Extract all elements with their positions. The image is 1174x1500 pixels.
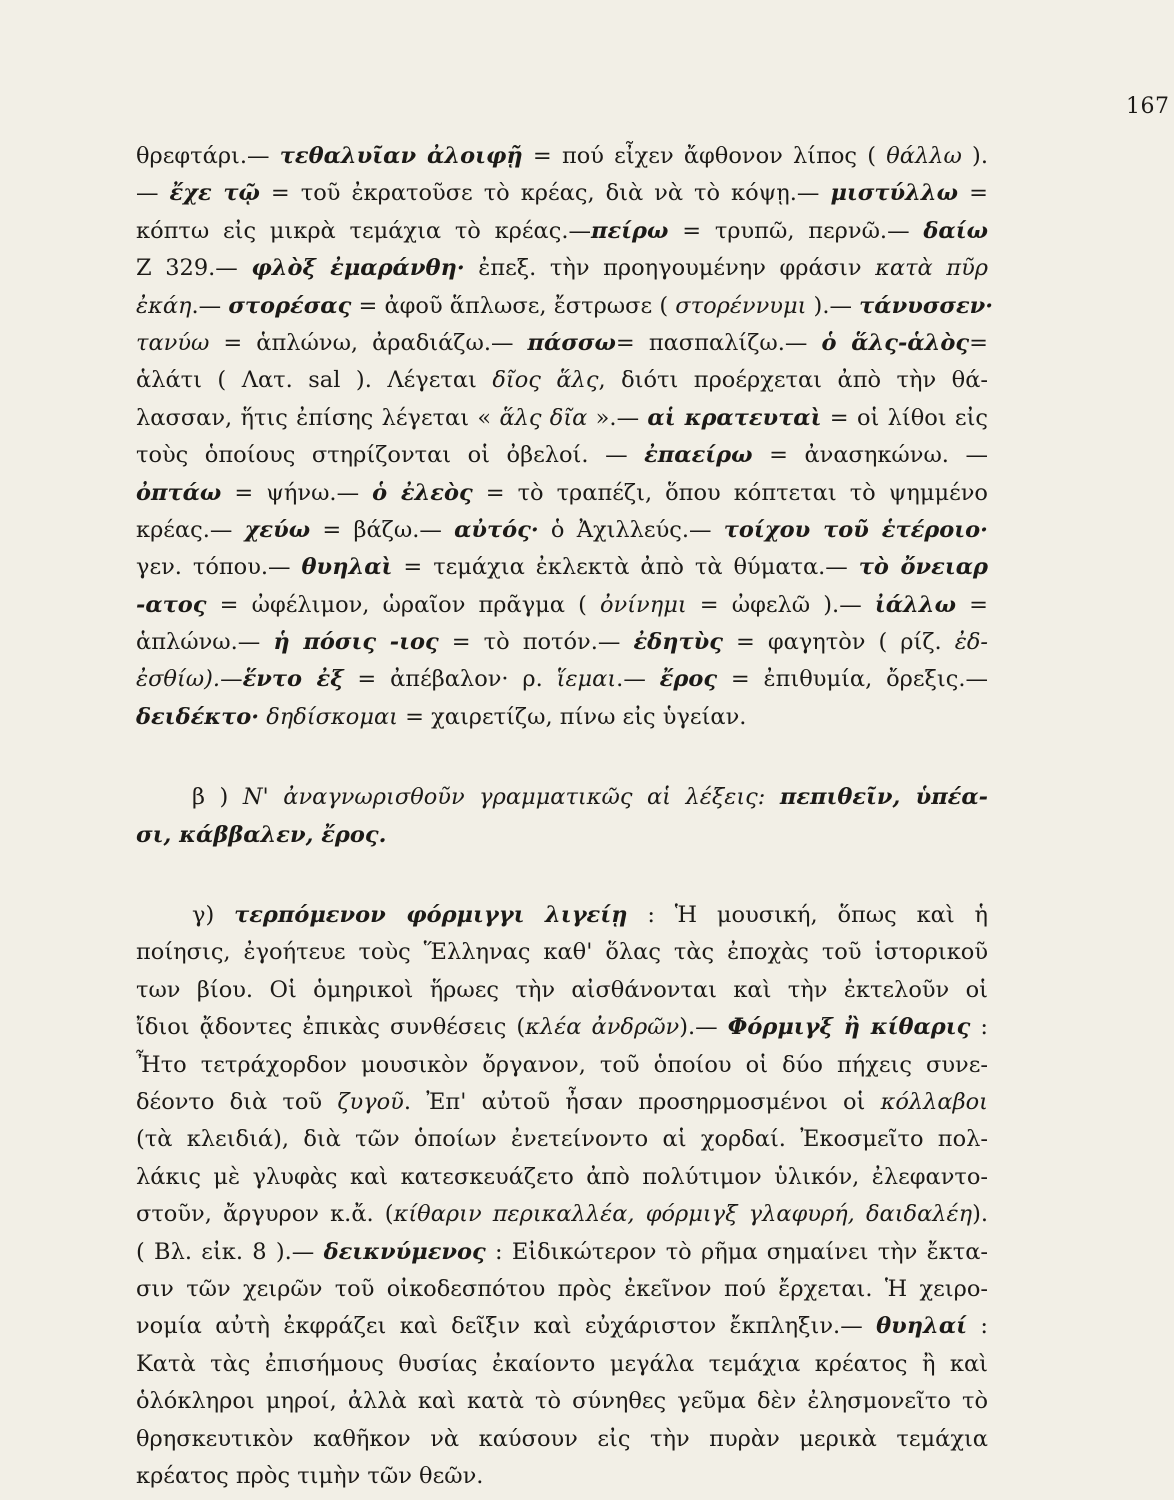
text-line <box>136 512 988 549</box>
italic-term: Ν' ἀναγνωρισθοῦν γραμματικῶς αἱ λέξεις: <box>242 784 766 811</box>
italic-term: κίθαριν περικαλλέα, φόρμιγξ γλαφυρή, δαιδαλέη <box>393 1201 973 1228</box>
text-line <box>136 400 988 437</box>
italic-term: κατὰ πῦρ <box>875 255 988 282</box>
text-run: = τρυπῶ, περνῶ.— <box>668 217 924 244</box>
text-run: = <box>956 591 988 618</box>
text-run: , διότι προέρχεται ἀπὸ τὴν θά- <box>598 367 988 394</box>
text-run: : Ἡ μουσική, ὅπως καὶ ἡ <box>627 902 988 929</box>
text-run: = φαγητὸν ( ρίζ. <box>722 629 955 656</box>
headword: χεύω <box>244 516 311 543</box>
headword: ἔρος <box>659 666 718 693</box>
paragraph-gamma <box>136 897 988 1495</box>
text-run: = ἀφοῦ ἅπλωσε, ἔστρωσε ( <box>351 292 676 319</box>
italic-term: δηδίσκομαι <box>266 703 398 730</box>
headword: στορέσας <box>228 292 352 319</box>
italic-term: ἅλς δῖα <box>499 404 588 431</box>
text-run: τοὺς ὁποίους στηρίζονται οἱ ὀβελοί. — <box>136 442 645 469</box>
text-run: θρησκευτικὸν καθῆκον νὰ καύσουν εἰς τὴν πυρὰν μερικὰ τεμάχια <box>136 1425 988 1452</box>
text-run: = <box>969 329 988 356</box>
italic-term: ἐσθίω). <box>136 666 221 693</box>
text-line <box>136 475 988 512</box>
text-line <box>136 934 988 971</box>
text-line <box>136 699 988 736</box>
paragraph-beta <box>136 779 988 854</box>
text-run: = πασπαλίζω.— <box>615 329 822 356</box>
text-run: = πού εἶχεν ἄφθονον λίπος ( <box>522 143 887 169</box>
text-run: κρέατος πρὸς τιμὴν τῶν θεῶν. <box>136 1462 484 1489</box>
text-run: θρεφτάρι.— <box>136 143 280 169</box>
text-run: .— <box>191 292 229 319</box>
text-run: ). <box>972 1201 989 1228</box>
text-run: ἁπλώνω.— <box>136 629 274 656</box>
italic-term: ζυγοῦ <box>337 1088 404 1115</box>
text-line <box>136 1458 988 1495</box>
headword: τερπόμενον φόρμιγγι λιγείῃ <box>234 902 628 929</box>
headword: ὁ ἐλεὸς <box>372 479 473 506</box>
text-run: λάκις μὲ γλυφὰς καὶ κατεσκευάζετο ἀπὸ πολύτιμον ὑλικόν, ἐλεφαντο- <box>136 1163 988 1190</box>
italic-term: ὀνίνημι <box>600 591 687 618</box>
text-line <box>136 1047 988 1084</box>
headword: ἔχε τῷ <box>169 180 260 207</box>
text-run: : <box>970 1014 989 1041</box>
headword: θυηλαί <box>876 1313 968 1340</box>
italic-term: στορέννυμι <box>675 292 807 319</box>
text-line <box>136 587 988 624</box>
text-line <box>136 175 988 212</box>
text-run: Ζ 329.— <box>136 255 252 282</box>
text-run: ( Βλ. εἰκ. 8 ).— <box>136 1238 324 1265</box>
text-line <box>136 1234 988 1271</box>
italic-term: τανύω <box>136 329 210 356</box>
text-line <box>136 624 988 661</box>
text-run: Ἦτο τετράχορδον μουσικὸν ὄργανον, τοῦ ὁποίου οἱ δύο πήχεις συνε- <box>136 1051 988 1078</box>
headword: δαίω <box>923 217 989 244</box>
text-run: = οἱ λίθοι εἰς <box>821 404 989 431</box>
text-run: ).— <box>806 292 860 319</box>
text-run: : Εἰδικώτερον τὸ ρῆμα σημαίνει τὴν ἔκτα- <box>485 1238 988 1265</box>
text-run: ὁλόκληροι μηροί, ἀλλὰ καὶ κατὰ τὸ σύνηθες γεῦμα δὲν ἐλησμονεῖτο τὸ <box>136 1388 988 1415</box>
text-line <box>136 549 988 586</box>
text-line <box>136 1383 988 1420</box>
text-run: = χαιρετίζω, πίνω εἰς ὑγείαν. <box>397 703 747 730</box>
headword: τοίχου τοῦ ἑτέροιο· <box>723 516 988 543</box>
text-line <box>136 325 988 362</box>
italic-term: θάλλω <box>886 143 962 169</box>
headword: πεπιθεῖν, ὑπέα- <box>779 784 988 811</box>
text-run: = ὠφέλιμον, ὡραῖον πρᾶγμα ( <box>206 591 601 618</box>
headword: ἕντο ἐξ <box>242 666 344 693</box>
text-run: στοῦν, ἄργυρον κ.ἄ. ( <box>136 1201 394 1228</box>
headword: τεθαλυῖαν ἀλοιφῇ <box>279 143 523 169</box>
italic-term: ἐκάη <box>136 292 192 319</box>
paragraph-vocabulary <box>136 138 994 736</box>
text-run: ἴδιοι ᾄδοντες ἐπικὰς συνθέσεις ( <box>136 1014 526 1041</box>
text-run: ».— <box>587 404 648 431</box>
text-block <box>136 138 994 1495</box>
text-run: = ὠφελῶ ).— <box>686 591 875 618</box>
text-line <box>136 362 988 399</box>
italic-term: ἵεμαι <box>556 666 617 693</box>
text-run: σιν τῶν χειρῶν τοῦ οἰκοδεσπότου πρὸς ἐκεῖνον πού ἔρχεται. Ἡ χειρο- <box>136 1275 988 1302</box>
text-run: = τὸ τραπέζι, ὅπου κόπτεται τὸ ψημμένο <box>472 479 988 506</box>
text-run: ἐπεξ. τὴν προηγουμένην φράσιν <box>464 255 876 282</box>
italic-term: ἐδ- <box>954 629 988 656</box>
text-line <box>136 437 988 474</box>
headword: ἐδητὺς <box>633 629 723 656</box>
headword: πάσσω <box>527 329 616 356</box>
text-run: = ψήνω.— <box>221 479 373 506</box>
text-line <box>136 1196 988 1233</box>
headword: -ατος <box>136 591 207 618</box>
text-run: των βίου. Οἱ ὁμηρικοὶ ἥρωες τὴν αἰσθάνονται καὶ τὴν ἐκτελοῦν οἱ <box>136 976 988 1003</box>
text-run: .— <box>616 666 660 693</box>
text-line <box>136 972 988 1009</box>
text-run: . Ἐπ' αὐτοῦ ἦσαν προσηρμοσμένοι οἱ <box>403 1088 881 1115</box>
headword: τάνυσσεν· <box>859 292 994 319</box>
text-run: = τὸ ποτόν.— <box>438 629 634 656</box>
headword: ὁ ἅλς-ἁλὸς <box>821 329 970 356</box>
text-line <box>136 817 988 854</box>
text-run: — <box>136 180 170 207</box>
text-run: γ) <box>192 902 235 929</box>
text-run: = τοῦ ἐκρατοῦσε τὸ κρέας, διὰ νὰ τὸ κόψῃ.— <box>259 180 831 207</box>
headword: ἡ πόσις -ιος <box>273 629 439 656</box>
text-run: ὁ Ἀχιλλεύς.— <box>538 516 724 543</box>
italic-term: δῖος ἅλς <box>492 367 599 394</box>
text-run <box>765 784 780 810</box>
text-line <box>136 1271 988 1308</box>
text-line <box>136 213 988 250</box>
headword: θυηλαὶ <box>301 554 393 581</box>
text-run: = ἐπιθυμία, ὄρεξις.— <box>717 666 988 693</box>
text-line <box>136 1421 988 1458</box>
headword: δεικνύμενος <box>323 1238 486 1265</box>
text-run: ).— <box>679 1014 728 1041</box>
headword: αὐτός· <box>454 516 539 543</box>
text-run: ποίησις, ἐγοήτευε τοὺς Ἕλληνας καθ' ὅλας τὰς ἐποχὰς τοῦ ἱστορικοῦ <box>136 939 988 966</box>
italic-term: κλέα ἀνδρῶν <box>525 1014 680 1041</box>
text-run: = ἁπλώνω, ἀραδιάζω.— <box>209 329 528 356</box>
text-line <box>136 138 988 175</box>
text-line <box>136 661 988 698</box>
text-line <box>136 1009 988 1046</box>
text-run: γεν. τόπου.— <box>136 554 302 581</box>
text-run: ). <box>961 143 988 169</box>
headword: ἐπαείρω <box>644 442 753 469</box>
text-run: = τεμάχια ἐκλεκτὰ ἀπὸ τὰ θύματα.— <box>392 554 859 581</box>
text-run: δέοντο διὰ τοῦ <box>136 1088 338 1115</box>
text-run: ἁλάτι ( Λατ. sal ). Λέγεται <box>136 367 493 394</box>
text-run: = ἀνασηκώνω. — <box>752 442 988 469</box>
text-line <box>136 779 988 816</box>
headword: σι, κάββαλεν, ἔρος. <box>136 821 387 848</box>
headword: μιστύλλω <box>830 180 959 207</box>
text-run: : <box>967 1313 988 1340</box>
text-line <box>136 250 988 287</box>
text-line <box>136 1159 988 1196</box>
text-run: (τὰ κλειδιά), διὰ τῶν ὁποίων ἐνετείνοντο αἱ χορδαί. Ἐκοσμεῖτο πολ- <box>136 1126 988 1153</box>
headword: πείρω <box>591 217 669 244</box>
text-run: κόπτω εἰς μικρὰ τεμάχια τὸ κρέας.— <box>136 217 592 244</box>
headword: αἱ κρατευταὶ <box>647 404 822 431</box>
headword: δειδέκτο· <box>136 703 260 730</box>
headword: τὸ ὄνειαρ <box>858 554 988 581</box>
headword: Φόρμιγξ ἢ κίθαρις <box>727 1014 971 1041</box>
text-line <box>136 897 988 934</box>
text-run: = βάζω.— <box>310 516 455 543</box>
headword: ὀπτάω <box>136 479 222 506</box>
text-run: λασσαν, ἥτις ἐπίσης λέγεται « <box>136 404 500 431</box>
text-run: β ) <box>192 784 243 811</box>
italic-term: κόλλαβοι <box>880 1088 988 1115</box>
text-line <box>136 1121 988 1158</box>
text-line <box>136 288 994 325</box>
page-number: 167 <box>1126 94 1170 119</box>
text-line <box>136 1084 988 1121</box>
text-line <box>136 1308 988 1345</box>
text-line <box>136 1346 988 1383</box>
headword: ἰάλλω <box>874 591 957 618</box>
text-run: Κατὰ τὰς ἐπισήμους θυσίας ἐκαίοντο μεγάλα τεμάχια κρέατος ἢ καὶ <box>136 1350 988 1377</box>
text-run: = ἀπέβαλον· ρ. <box>343 666 557 693</box>
text-run: κρέας.— <box>136 516 245 543</box>
text-run: = <box>958 180 988 207</box>
text-run: νομία αὐτὴ ἐκφράζει καὶ δεῖξιν καὶ εὐχάριστον ἔκπληξιν.— <box>136 1313 877 1340</box>
headword: φλὸξ ἐμαράνθη· <box>251 255 465 282</box>
text-run: — <box>220 666 243 693</box>
